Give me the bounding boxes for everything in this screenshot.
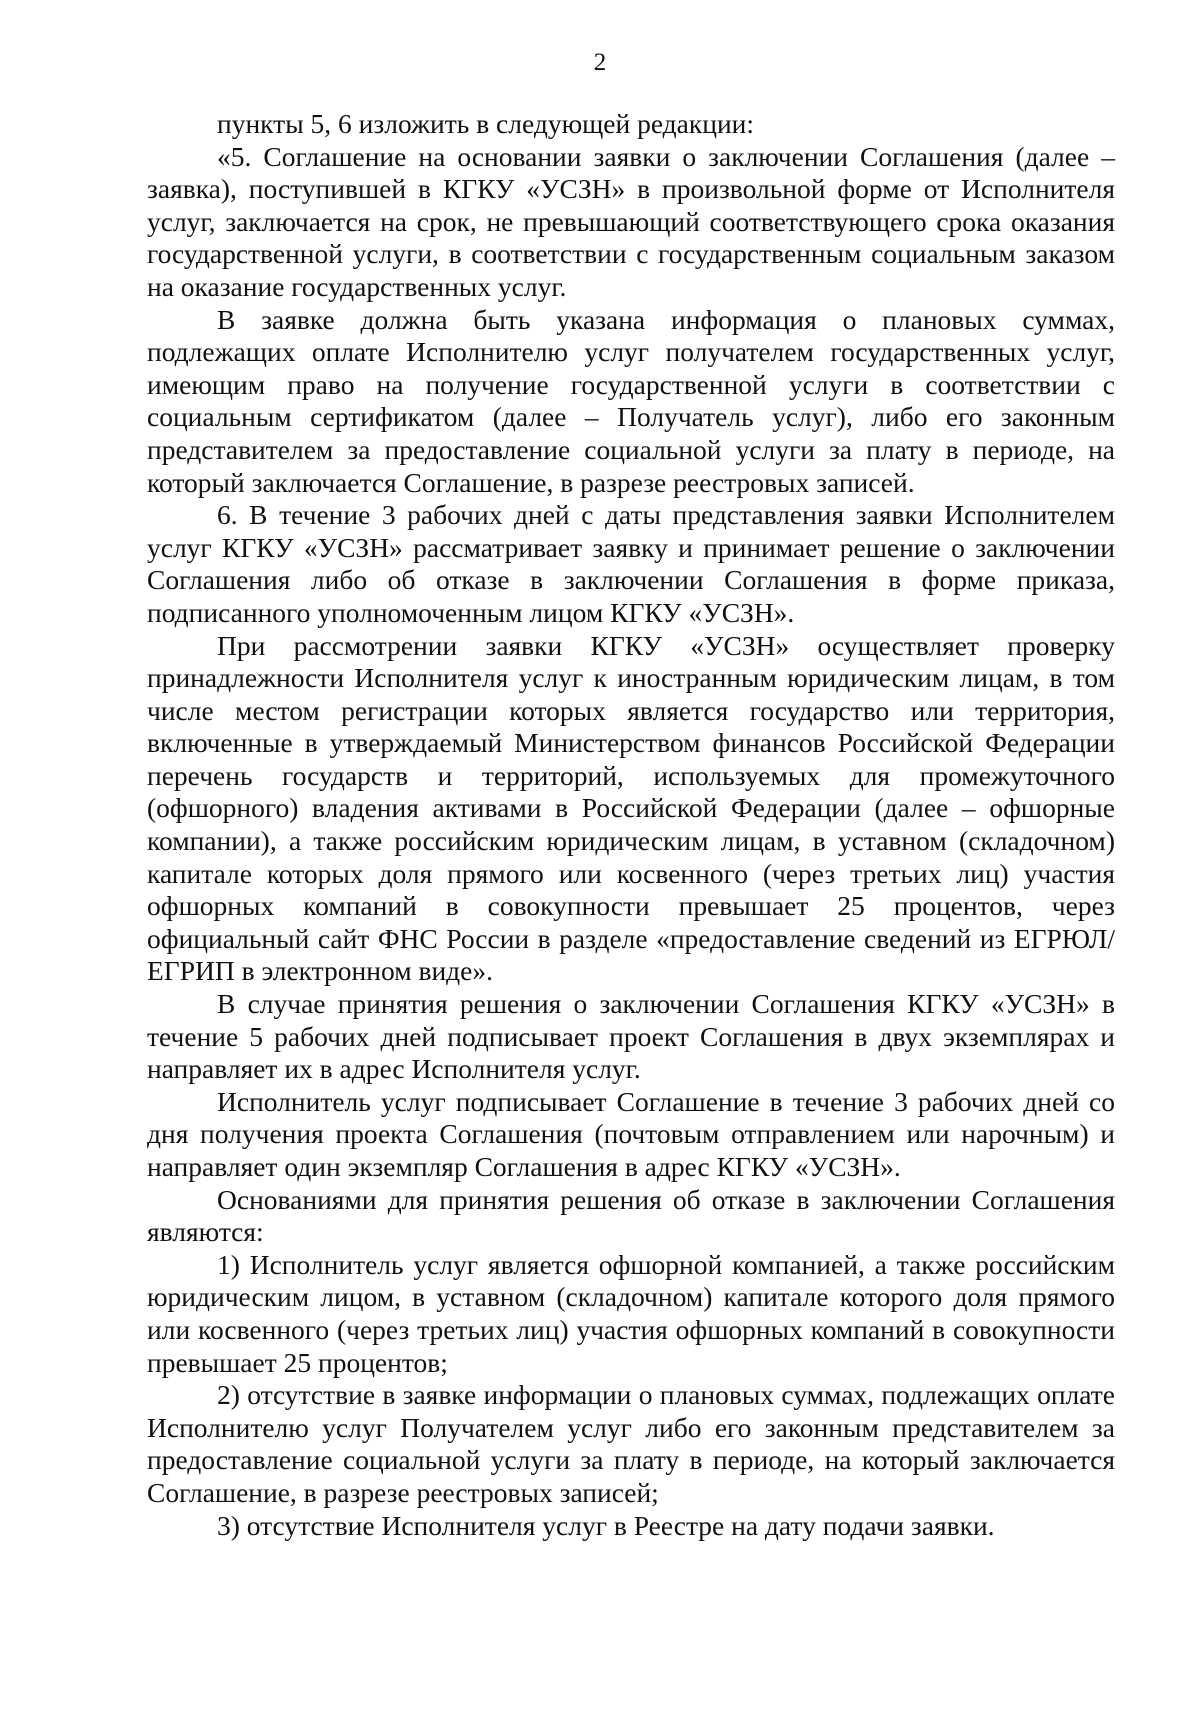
paragraph-contractor-signing: Исполнитель услуг подписывает Соглашение в течение 3 рабочих дней со дня получения проекта Соглашения (почтовым отправлением или нарочным) и направляет один экземпляр Соглашения в адрес КГКУ «УСЗН». xyxy=(147,1085,1115,1182)
page-number: 2 xyxy=(593,49,607,76)
paragraph-intro: пункты 5, 6 изложить в следующей редакции: xyxy=(217,108,755,139)
list-item-2: 2) отсутствие в заявке информации о плановых суммах, подлежащих оплате Исполнителю услуг Получателем услуг либо его законным представителем за предоставление социальной услуги за плату в периоде, на который заключается Соглашение, в разрезе реестровых записей; xyxy=(147,1379,1115,1508)
paragraph-item-6: 6. В течение 3 рабочих дней с даты представления заявки Исполнителем услуг КГКУ «УСЗН» рассматривает заявку и принимает решение о заключении Соглашения либо об отказе в заключении Соглашения в форме приказа, подписанного уполномоченным лицом КГКУ «УСЗН». xyxy=(147,499,1115,628)
list-item-1: 1) Исполнитель услуг является офшорной компанией, а также российским юридическим лицом, в уставном (складочном) капитале которого доля прямого или косвенного (через третьих лиц) участия офшорных компаний в совокупности превышает 25 процентов; xyxy=(147,1248,1115,1378)
paragraph-refusal-grounds: Основаниями для принятия решения об отказе в заключении Соглашения являются: xyxy=(147,1183,1115,1248)
paragraph-offshore-check: При рассмотрении заявки КГКУ «УСЗН» осуществляет проверку принадлежности Исполнителя услуг к иностранным юридическим лицам, в том числе местом регистрации которых является государство или территория, включенные в утверждаемый Министерством финансов Российской Федерации перечень государств и территорий, используемых для промежуточного (офшорного) владения активами в Российской Федерации (далее – офшорные компании), а также российским юридическим лицам, в уставном (складочном) капитале которых доля прямого или косвенного (через третьих лиц) участия офшорных компаний в совокупности превышает 25 процентов, через официальный сайт ФНС России в разделе «предоставление сведений из ЕГРЮЛ/ЕГРИП в электронном виде». xyxy=(147,629,1115,987)
paragraph-application-info: В заявке должна быть указана информация о плановых суммах, подлежащих оплате Исполнителю услуг получателем государственных услуг, имеющим право на получение государственной услуги в соответствии с социальным сертификатом (далее – Получатель услуг), либо его законным представителем за предоставление социальной услуги за плату в периоде, на который заключается Соглашение, в разрезе реестровых записей. xyxy=(147,303,1115,498)
paragraph-item-5: «5. Соглашение на основании заявки о заключении Соглашения (далее – заявка), поступившей в КГКУ «УСЗН» в произвольной форме от Исполнителя услуг, заключается на срок, не превышающий соответствующего срока оказания государственной услуги, в соответствии с государственным социальным заказом на оказание государственных услуг. xyxy=(147,140,1115,302)
paragraph-decision-signing: В случае принятия решения о заключении Соглашения КГКУ «УСЗН» в течение 5 рабочих дней подписывает проект Соглашения в двух экземплярах и направляет их в адрес Исполнителя услуг. xyxy=(147,988,1115,1085)
list-item-3: 3) отсутствие Исполнителя услуг в Реестре на дату подачи заявки. xyxy=(217,1509,995,1541)
document-body xyxy=(147,108,1115,1542)
